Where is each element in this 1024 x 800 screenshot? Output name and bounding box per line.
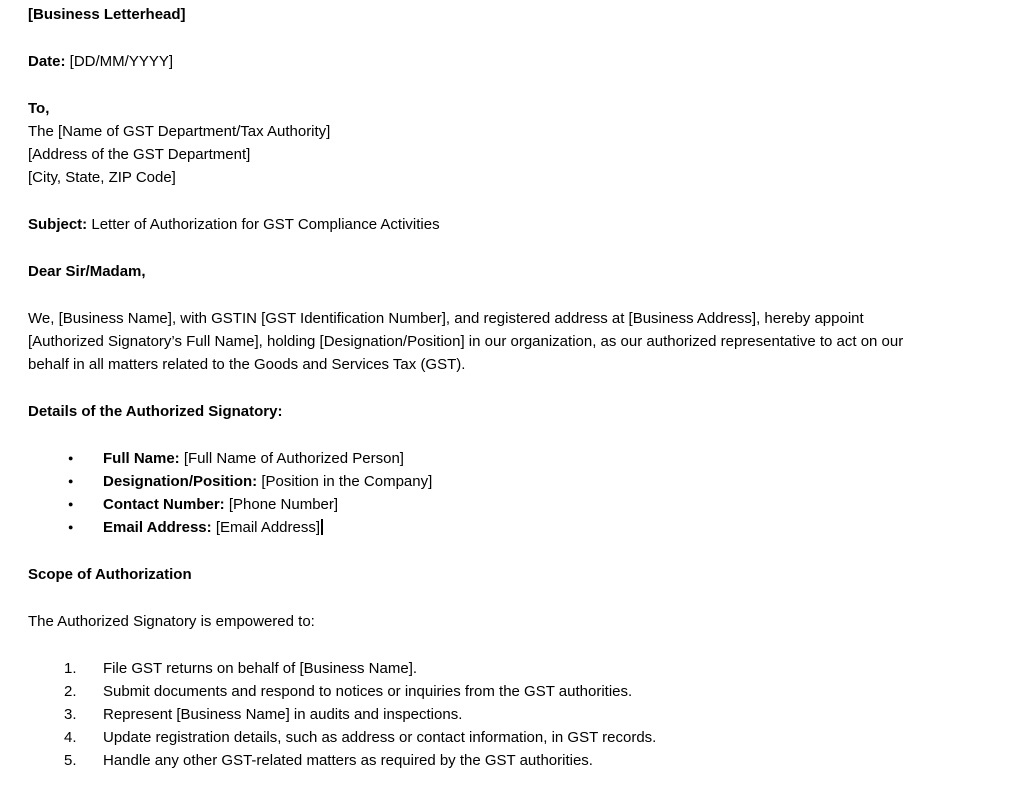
detail-label: Email Address: — [103, 519, 212, 536]
body-paragraph-line: behalf in all matters related to the Goods and Services Tax (GST). — [28, 356, 466, 373]
list-number: 1. — [64, 660, 77, 677]
detail-value: [Email Address] — [211, 519, 321, 536]
recipient-salutation: To, — [28, 100, 50, 117]
body-paragraph-line: We, [Business Name], with GSTIN [GST Identification Number], and registered address at [Business Address], hereby appoint — [28, 310, 864, 327]
list-number: 3. — [64, 706, 77, 723]
detail-contact-number — [103, 493, 338, 516]
list-item — [28, 703, 1024, 726]
scope-heading: Scope of Authorization — [28, 566, 192, 583]
detail-label: Designation/Position: — [103, 473, 258, 490]
recipient-city-state-zip: [City, State, ZIP Code] — [28, 169, 176, 186]
bullet-icon: ● — [68, 499, 74, 509]
detail-value: [Full Name of Authorized Person] — [179, 450, 404, 467]
details-heading: Details of the Authorized Signatory: — [28, 403, 283, 420]
bullet-icon: ● — [68, 522, 74, 532]
recipient-address: [Address of the GST Department] — [28, 146, 251, 163]
list-item — [28, 470, 1024, 493]
detail-email-address — [103, 516, 323, 539]
body-paragraph-line: [Authorized Signatory’s Full Name], holding [Designation/Position] in our organization, as our authorized representative to act on our — [28, 333, 904, 350]
detail-value: [Phone Number] — [224, 496, 339, 513]
scope-numbered-list — [28, 657, 1024, 772]
list-number: 5. — [64, 752, 77, 769]
letterhead-placeholder: [Business Letterhead] — [28, 6, 186, 23]
scope-intro: The Authorized Signatory is empowered to: — [28, 613, 315, 630]
list-number: 4. — [64, 729, 77, 746]
scope-item-text: Handle any other GST-related matters as required by the GST authorities. — [103, 752, 593, 769]
list-item — [28, 657, 1024, 680]
body-paragraph — [28, 307, 1024, 376]
detail-label: Full Name: — [103, 450, 180, 467]
date-value: [DD/MM/YYYY] — [65, 53, 174, 70]
subject-value: Letter of Authorization for GST Compliance Activities — [87, 216, 440, 233]
subject-label: Subject: — [28, 216, 88, 233]
detail-full-name — [103, 447, 404, 470]
list-number: 2. — [64, 683, 77, 700]
scope-item-text: File GST returns on behalf of [Business Name]. — [103, 660, 418, 677]
details-bullet-list — [28, 447, 1024, 539]
list-item — [28, 749, 1024, 772]
list-item — [28, 493, 1024, 516]
subject-line — [28, 213, 1024, 236]
detail-designation — [103, 470, 432, 493]
date-line — [28, 50, 1024, 73]
date-label: Date: — [28, 53, 66, 70]
list-item — [28, 680, 1024, 703]
text-cursor — [321, 519, 323, 535]
bullet-icon: ● — [68, 453, 74, 463]
recipient-block — [28, 97, 1024, 189]
detail-label: Contact Number: — [103, 496, 225, 513]
detail-value: [Position in the Company] — [257, 473, 433, 490]
scope-item-text: Update registration details, such as address or contact information, in GST records. — [103, 729, 657, 746]
list-item — [28, 516, 1024, 539]
list-item — [28, 447, 1024, 470]
list-item — [28, 726, 1024, 749]
scope-item-text: Submit documents and respond to notices or inquiries from the GST authorities. — [103, 683, 633, 700]
recipient-authority: The [Name of GST Department/Tax Authority] — [28, 123, 331, 140]
bullet-icon: ● — [68, 476, 74, 486]
scope-item-text: Represent [Business Name] in audits and inspections. — [103, 706, 463, 723]
greeting-line: Dear Sir/Madam, — [28, 263, 146, 280]
